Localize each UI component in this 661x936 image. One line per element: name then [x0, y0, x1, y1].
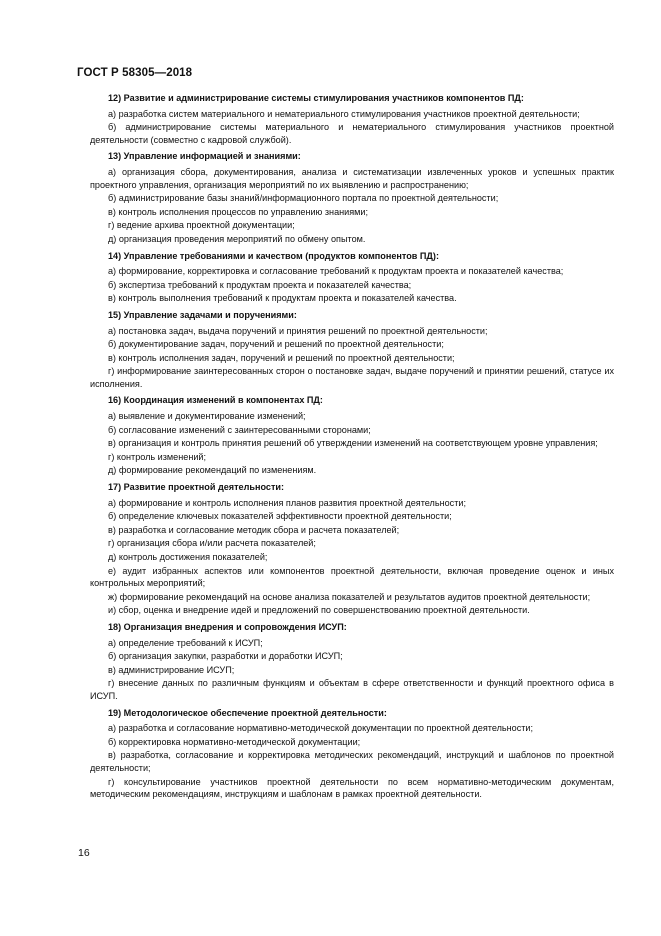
- section: [90, 150, 614, 245]
- list-item: б) корректировка нормативно-методической документации;: [108, 736, 361, 747]
- list-item: ж) формирование рекомендаций на основе анализа показателей и результатов аудитов проектной деятельности;: [108, 591, 591, 602]
- list-item: в) контроль исполнения процессов по управлению знаниями;: [108, 206, 369, 217]
- section: [90, 481, 614, 617]
- list-item: г) организация сбора и/или расчета показателей;: [108, 538, 316, 549]
- list-item: а) определение требований к ИСУП;: [108, 637, 263, 648]
- section-title: 16) Координация изменений в компонентах ПД:: [108, 395, 323, 406]
- list-item: в) контроль исполнения задач, поручений и решений по проектной деятельности;: [108, 352, 455, 363]
- list-item: а) выявление и документирование изменений;: [108, 411, 306, 422]
- list-item: б) администрирование системы материального и нематериального стимулирования участников проектной деятельности (совместно с кадровой службой).: [90, 122, 614, 145]
- list-item: б) согласование изменений с заинтересованными сторонами;: [108, 424, 371, 435]
- section: [90, 250, 614, 305]
- section: [90, 309, 614, 391]
- document-header: ГОСТ Р 58305—2018: [77, 67, 193, 79]
- list-item: в) администрирование ИСУП;: [108, 664, 235, 675]
- list-item: б) администрирование базы знаний/информационного портала по проектной деятельности;: [108, 193, 499, 204]
- section-title: 13) Управление информацией и знаниями:: [108, 151, 301, 162]
- list-item: а) разработка систем материального и нематериального стимулирования участников проектной деятельности;: [108, 108, 580, 119]
- list-item: а) организация сбора, документирования, анализа и систематизации извлеченных уроков и успешных практик проектного управления, организация мероприятий по их выявлению и распространению;: [90, 166, 614, 190]
- section-title: 12) Развитие и администрирование системы стимулирования участников компонентов ПД:: [108, 93, 524, 103]
- list-item: и) сбор, оценка и внедрение идей и предложений по совершенствованию проектной деятельности.: [108, 605, 530, 616]
- list-item: г) консультирование участников проектной деятельности по всем нормативно-методическим документам, методическим рекомендациям, инструкциям и шаблонам в рамках проектной деятельности.: [90, 776, 614, 800]
- list-item: а) формирование, корректировка и согласование требований к продуктам проекта и показателей качества;: [108, 266, 564, 277]
- list-item: а) формирование и контроль исполнения планов развития проектной деятельности;: [108, 497, 466, 508]
- list-item: в) контроль выполнения требований к продуктам проекта и показателей качества.: [108, 293, 457, 304]
- list-item: г) ведение архива проектной документации;: [108, 220, 295, 231]
- list-item: е) аудит избранных аспектов или компонентов проектной деятельности, включая проведение оценок и иных контрольных мероприятий;: [90, 565, 614, 589]
- list-item: д) формирование рекомендаций по изменениям.: [108, 465, 317, 476]
- section-title: 17) Развитие проектной деятельности:: [108, 482, 285, 493]
- section-title: 18) Организация внедрения и сопровождения ИСУП:: [108, 621, 347, 632]
- list-item: б) определение ключевых показателей эффективности проектной деятельности;: [108, 511, 452, 522]
- list-item: б) документирование задач, поручений и решений по проектной деятельности;: [108, 339, 444, 350]
- section-title: 14) Управление требованиями и качеством (продуктов компонентов ПД):: [108, 250, 439, 261]
- list-item: д) контроль достижения показателей;: [108, 552, 268, 562]
- page-number: 16: [78, 847, 90, 859]
- section: [90, 707, 614, 801]
- list-item: г) внесение данных по различным функциям и объектам в сфере ответственности и функций проектного офиса в ИСУП.: [90, 678, 614, 701]
- list-item: в) разработка и согласование методик сбора и расчета показателей;: [108, 524, 400, 535]
- list-item: а) постановка задач, выдача поручений и принятия решений по проектной деятельности;: [108, 325, 488, 336]
- list-item: г) информирование заинтересованных сторон о постановке задач, выдаче поручений и принятии решений, статусе их исполнения.: [90, 366, 614, 389]
- section-title: 19) Методологическое обеспечение проектной деятельности:: [108, 707, 387, 718]
- section: [90, 92, 614, 146]
- section: [90, 621, 614, 703]
- section-title: 15) Управление задачами и поручениями:: [108, 309, 297, 320]
- list-item: в) разработка, согласование и корректировка методических рекомендаций, инструкций и шаблонов по проектной деятельности;: [90, 750, 614, 773]
- list-item: г) контроль изменений;: [108, 451, 207, 462]
- list-item: б) экспертиза требований к продуктам проекта и показателей качества;: [108, 279, 412, 290]
- list-item: б) организация закупки, разработки и доработки ИСУП;: [108, 651, 343, 662]
- list-item: а) разработка и согласование нормативно-методической документации по проектной деятельности;: [108, 723, 534, 734]
- list-item: в) организация и контроль принятия решений об утверждении изменений на соответствующем уровне управления;: [108, 438, 598, 449]
- section: [90, 394, 614, 477]
- document-body: [90, 92, 614, 802]
- list-item: д) организация проведения мероприятий по обмену опытом.: [108, 233, 366, 244]
